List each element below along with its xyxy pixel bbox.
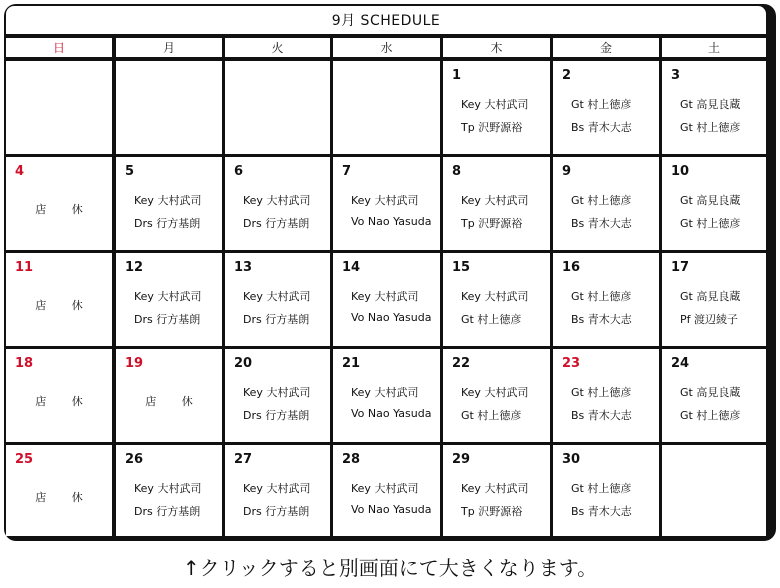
day-cell xyxy=(443,253,550,346)
performer-line: Bs 青木大志 xyxy=(571,121,632,134)
day-cell xyxy=(116,445,222,536)
performer-line: Gt 村上徳彦 xyxy=(461,409,522,422)
performer-line: Key 大村武司 xyxy=(243,482,311,495)
performer-line: Key 大村武司 xyxy=(134,194,202,207)
day-cell xyxy=(553,253,659,346)
closed-day-label: 店 休 xyxy=(35,491,83,504)
performer-line: Gt 高見良蔵 xyxy=(680,386,741,399)
performer-line: Tp 沢野源裕 xyxy=(461,505,523,518)
day-number: 15 xyxy=(452,260,471,275)
day-number: 10 xyxy=(671,164,690,179)
day-number: 6 xyxy=(234,164,244,179)
day-number: 21 xyxy=(342,356,361,371)
performer-line: Key 大村武司 xyxy=(461,482,529,495)
day-cell xyxy=(553,157,659,250)
performer-line: Gt 村上徳彦 xyxy=(571,386,632,399)
performer-line: Gt 村上徳彦 xyxy=(680,121,741,134)
performer-line: Vo Nao Yasuda xyxy=(351,311,432,324)
performer-line: Key 大村武司 xyxy=(351,290,419,303)
calendar-title: 9月 SCHEDULE xyxy=(6,6,766,34)
day-cell xyxy=(333,157,440,250)
day-cell xyxy=(116,61,222,154)
weekday-label: 日 xyxy=(6,38,112,57)
performer-line: Gt 村上徳彦 xyxy=(461,313,522,326)
day-cell xyxy=(6,157,112,250)
closed-day-label: 店 休 xyxy=(35,395,83,408)
performer-line: Key 大村武司 xyxy=(461,290,529,303)
day-number: 20 xyxy=(234,356,253,371)
performer-line: Key 大村武司 xyxy=(243,290,311,303)
performer-line: Drs 行方基朗 xyxy=(243,409,310,422)
day-number: 19 xyxy=(125,356,144,371)
performer-line: Pf 渡辺綾子 xyxy=(680,313,739,326)
day-number: 22 xyxy=(452,356,471,371)
day-cell xyxy=(225,445,330,536)
weekday-label: 火 xyxy=(225,38,330,57)
day-cell xyxy=(553,349,659,442)
day-number: 5 xyxy=(125,164,135,179)
day-cell xyxy=(116,157,222,250)
performer-line: Gt 村上徳彦 xyxy=(571,290,632,303)
day-number: 27 xyxy=(234,452,253,467)
day-cell xyxy=(6,445,112,536)
day-number: 29 xyxy=(452,452,471,467)
performer-line: Gt 高見良蔵 xyxy=(680,98,741,111)
performer-line: Key 大村武司 xyxy=(243,194,311,207)
day-cell xyxy=(333,445,440,536)
weekday-label: 土 xyxy=(662,38,766,57)
day-number: 16 xyxy=(562,260,581,275)
closed-day-label: 店 休 xyxy=(145,395,193,408)
day-number: 28 xyxy=(342,452,361,467)
performer-line: Key 大村武司 xyxy=(461,98,529,111)
weekday-label: 月 xyxy=(116,38,222,57)
day-cell xyxy=(6,253,112,346)
performer-line: Gt 村上徳彦 xyxy=(571,482,632,495)
day-cell xyxy=(443,349,550,442)
day-cell xyxy=(553,61,659,154)
closed-day-label: 店 休 xyxy=(35,203,83,216)
performer-line: Gt 高見良蔵 xyxy=(680,290,741,303)
performer-line: Vo Nao Yasuda xyxy=(351,503,432,516)
performer-line: Key 大村武司 xyxy=(243,386,311,399)
day-number: 8 xyxy=(452,164,462,179)
performer-line: Drs 行方基朗 xyxy=(243,217,310,230)
day-cell xyxy=(116,253,222,346)
click-to-enlarge-caption: ↑クリックすると別画面にて大きくなります。 xyxy=(182,556,598,580)
day-number: 13 xyxy=(234,260,253,275)
performer-line: Tp 沢野源裕 xyxy=(461,217,523,230)
day-number: 25 xyxy=(15,452,34,467)
day-number: 4 xyxy=(15,164,25,179)
day-number: 30 xyxy=(562,452,581,467)
performer-line: Gt 村上徳彦 xyxy=(680,217,741,230)
performer-line: Key 大村武司 xyxy=(351,194,419,207)
day-number: 11 xyxy=(15,260,34,275)
day-cell xyxy=(333,61,440,154)
weekday-label: 金 xyxy=(553,38,659,57)
performer-line: Vo Nao Yasuda xyxy=(351,215,432,228)
performer-line: Bs 青木大志 xyxy=(571,313,632,326)
performer-line: Drs 行方基朗 xyxy=(134,217,201,230)
day-number: 24 xyxy=(671,356,690,371)
performer-line: Gt 村上徳彦 xyxy=(571,98,632,111)
closed-day-label: 店 休 xyxy=(35,299,83,312)
performer-line: Drs 行方基朗 xyxy=(243,505,310,518)
day-cell xyxy=(225,349,330,442)
performer-line: Drs 行方基朗 xyxy=(134,505,201,518)
day-cell xyxy=(662,349,766,442)
day-cell xyxy=(553,445,659,536)
performer-line: Bs 青木大志 xyxy=(571,505,632,518)
day-cell xyxy=(333,253,440,346)
day-cell xyxy=(6,61,112,154)
performer-line: Key 大村武司 xyxy=(461,194,529,207)
day-cell xyxy=(6,349,112,442)
performer-line: Drs 行方基朗 xyxy=(243,313,310,326)
day-number: 2 xyxy=(562,68,572,83)
day-cell xyxy=(225,253,330,346)
performer-line: Key 大村武司 xyxy=(134,290,202,303)
performer-line: Gt 村上徳彦 xyxy=(571,194,632,207)
day-cell xyxy=(225,61,330,154)
day-number: 9 xyxy=(562,164,572,179)
day-number: 23 xyxy=(562,356,581,371)
day-number: 18 xyxy=(15,356,34,371)
performer-line: Gt 村上徳彦 xyxy=(680,409,741,422)
day-number: 14 xyxy=(342,260,361,275)
day-cell xyxy=(662,253,766,346)
day-cell xyxy=(116,349,222,442)
performer-line: Vo Nao Yasuda xyxy=(351,407,432,420)
day-cell xyxy=(443,61,550,154)
performer-line: Gt 高見良蔵 xyxy=(680,194,741,207)
day-number: 7 xyxy=(342,164,352,179)
performer-line: Drs 行方基朗 xyxy=(134,313,201,326)
performer-line: Tp 沢野源裕 xyxy=(461,121,523,134)
performer-line: Bs 青木大志 xyxy=(571,217,632,230)
day-cell xyxy=(662,445,766,536)
performer-line: Bs 青木大志 xyxy=(571,409,632,422)
day-cell xyxy=(662,157,766,250)
day-cell xyxy=(443,445,550,536)
performer-line: Key 大村武司 xyxy=(461,386,529,399)
weekday-label: 水 xyxy=(333,38,440,57)
day-cell xyxy=(443,157,550,250)
day-cell xyxy=(333,349,440,442)
day-number: 12 xyxy=(125,260,144,275)
performer-line: Key 大村武司 xyxy=(351,482,419,495)
day-number: 3 xyxy=(671,68,681,83)
performer-line: Key 大村武司 xyxy=(134,482,202,495)
day-number: 1 xyxy=(452,68,462,83)
day-cell xyxy=(225,157,330,250)
day-cell xyxy=(662,61,766,154)
day-number: 17 xyxy=(671,260,690,275)
weekday-label: 木 xyxy=(443,38,550,57)
performer-line: Key 大村武司 xyxy=(351,386,419,399)
day-number: 26 xyxy=(125,452,144,467)
